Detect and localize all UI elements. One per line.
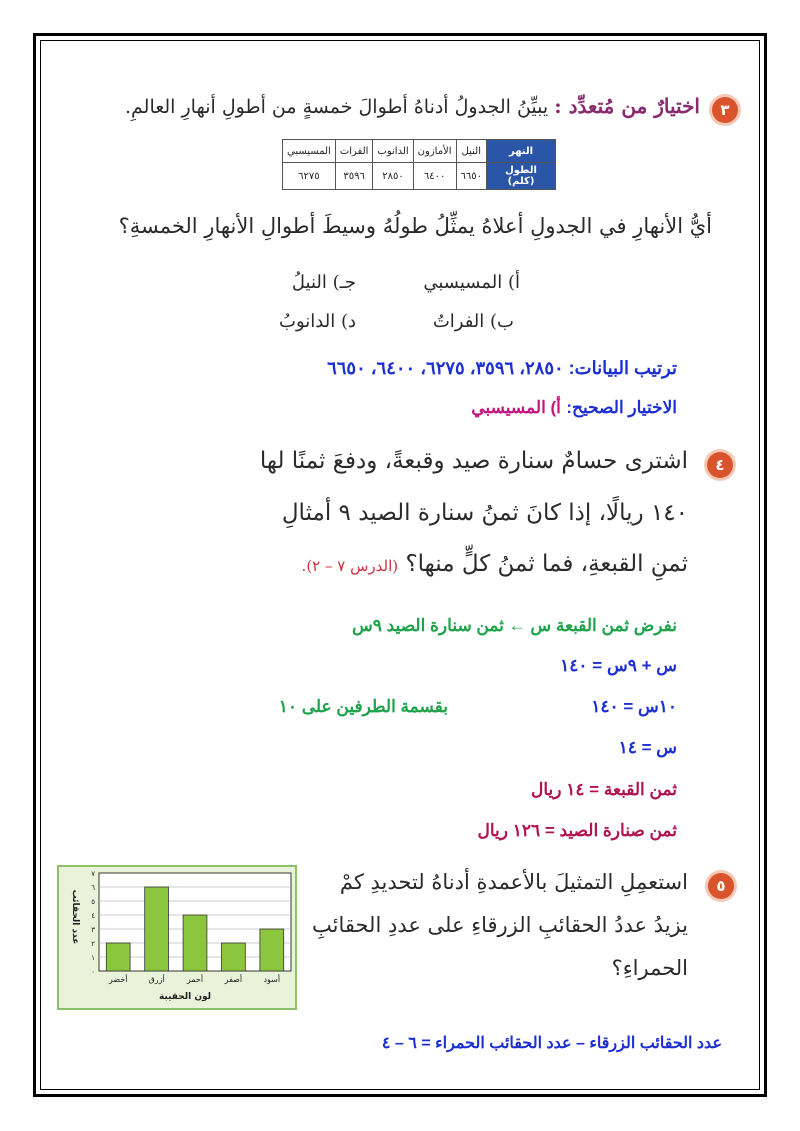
table-cell: ٣٥٩٦ [335,163,373,190]
bar [260,929,284,971]
question-5-answer: عدد الحقائب الزرقاء – عدد الحقائب الحمراء = ٦ – ٤ [381,1035,722,1052]
question-3-lead: اختيارٌ من مُتعدِّد : [554,94,700,118]
solution-step-4: س = ١٤ [618,738,677,757]
data-order-line: ترتيب البيانات: ٢٨٥٠، ٣٥٩٦، ٦٢٧٥، ٦٤٠٠، ٦٦٥٠ [327,358,677,378]
rivers-table [282,139,556,190]
table-cell: المسيسبي [283,140,336,163]
question-4-line-2: ١٤٠ ريالًا، إذا كانَ ثمنُ سنارة الصيد ٩ أمثالِ [281,500,688,526]
question-4-number: ٤ [707,452,733,478]
table-header-river: النهر [487,140,556,163]
x-axis-label: لون الحقيبة [158,992,212,1002]
table-cell: ٦٤٠٠ [413,163,456,190]
table-cell: ٢٨٥٠ [373,163,413,190]
solution-rod-price: ثمن صنارة الصيد = ١٢٦ ريال [477,821,677,840]
bags-chart-panel [57,865,297,1010]
y-tick-label: ٣ [91,926,95,934]
question-5-number: ٥ [708,873,734,899]
correct-answer-line [277,398,677,418]
table-cell: الأمازون [413,140,456,163]
x-tick-label: أسود [263,975,281,984]
x-tick-label: أخضر [108,975,128,984]
table-cell: ٦٦٥٠ [456,163,486,190]
correct-answer-value: أ) المسيسبي [471,398,561,417]
lesson-reference: (الدرس ٧ – ٢). [301,557,399,575]
solution-step-3-note: بقسمة الطرفين على ١٠ [278,697,448,716]
option-c: جـ) النيلُ [291,272,356,293]
x-tick-label: أزرق [148,975,165,984]
y-tick-label: ٧ [91,870,95,878]
bar [106,943,130,971]
table-cell: الفرات [335,140,373,163]
question-3-prompt: أيُّ الأنهارِ في الجدولِ أعلاهُ يمثِّلُ طولُهُ وسيطَ أطوالِ الأنهارِ الخمسةِ؟ [118,214,712,238]
y-tick-label: ٦ [91,884,95,892]
bar [221,943,245,971]
y-axis-label: عدد الحقائب [70,889,80,945]
bar [145,887,169,971]
table-cell: النيل [456,140,486,163]
y-tick-label: ٥ [91,898,95,906]
y-tick-label: ١ [91,954,95,962]
x-tick-label: أصفر [224,975,243,984]
solution-step-2: س + ٩س = ١٤٠ [560,656,677,675]
question-3-number: ٣ [712,97,738,123]
bags-bar-chart [59,867,295,1008]
y-tick-label: ٤ [91,912,95,920]
table-cell: الدانوب [373,140,413,163]
option-a: أ) المسيسبي [423,272,520,293]
x-tick-label: أحمر [186,975,204,984]
question-4-line-3 [128,551,688,577]
table-cell: ٦٢٧٥ [283,163,336,190]
question-5-line-1: استعمِلِ التمثيلَ بالأعمدةِ أدناهُ لتحديدِ كمْ [339,870,688,894]
question-4-text: ثمنِ القبعةِ، فما ثمنُ كلٍّ منها؟ [405,551,688,577]
question-3-header [60,94,700,118]
y-tick-label: ٢ [91,940,95,948]
correct-answer-label: الاختيار الصحيح: [566,398,677,417]
table-row [283,140,556,163]
question-4-line-1: اشترى حسامٌ سنارة صيد وقبعةً، ودفعَ ثمنًا لها [259,448,688,474]
question-3-statement: يبيِّنُ الجدولُ أدناهُ أطوالَ خمسةٍ من أطولِ أنهارِ العالمِ. [124,96,549,118]
question-5-line-2: يزيدُ عددُ الحقائبِ الزرقاءِ على عددِ الحقائبِ [312,913,688,937]
option-b: ب) الفراتُ [432,311,514,332]
table-header-length: الطول (كلم) [487,163,556,190]
bar [183,915,207,971]
table-row [283,163,556,190]
question-5-line-3: الحمراءِ؟ [611,956,688,980]
y-tick-label: ٠ [91,968,95,976]
solution-hat-price: ثمن القبعة = ١٤ ريال [530,780,677,799]
solution-step-3: ١٠س = ١٤٠ [591,697,677,716]
solution-step-1: نفرض ثمن القبعة س ← ثمن سنارة الصيد ٩س [351,616,677,635]
option-d: د) الدانوبُ [279,311,356,332]
